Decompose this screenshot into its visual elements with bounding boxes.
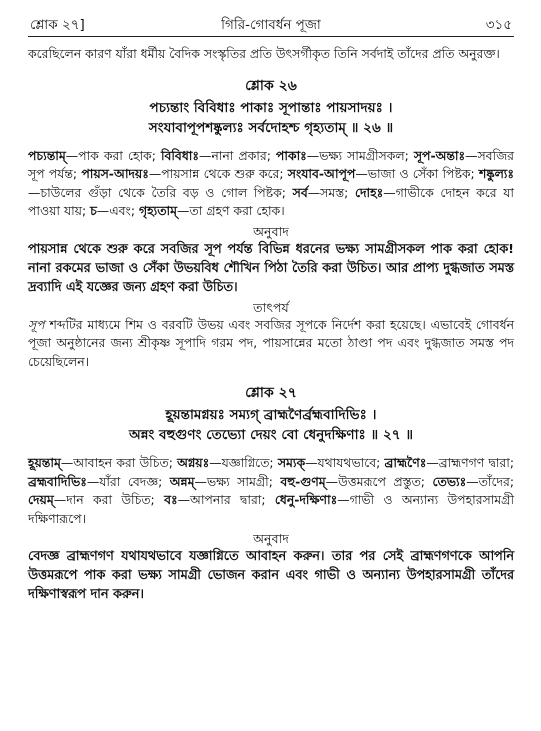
sloka-26-verse-line-1: পচ্যন্তাং বিবিধাঃ পাকাঃ সূপান্তাঃ পায়সাদয়ঃ । (149, 99, 393, 116)
synonym-meaning: —নানা প্রকার; (198, 147, 276, 163)
sloka-26-verse-line-2: সংযাবাপূপশষ্কুল্যঃ সর্বদোহশ্চ গৃহ্যতাম্ ॥ ২৬ ॥ (148, 119, 394, 136)
sloka-27-translation-label: অনুবাদ (253, 531, 289, 546)
synonym-term: সর্ব (292, 184, 308, 200)
page-number: ৩১৫ (485, 17, 512, 33)
synonym-meaning: —ভাজা ও সেঁকা পিষ্টক; (355, 166, 479, 181)
synonym-meaning: —ভক্ষ্য সামগ্রীসকল; (306, 147, 414, 163)
synonym-meaning: —দান করা উচিত; (53, 492, 165, 507)
synonym-term: বিবিধাঃ (160, 147, 199, 163)
sloka-26-purport (28, 316, 514, 372)
synonym-meaning: —সমস্ত; (307, 184, 355, 200)
synonym-meaning: —পাক করা হোক; (65, 147, 161, 163)
synonym-meaning: —গাভীকে দোহন করে যা পাওয়া যায়; (28, 184, 515, 218)
synonym-term: সূপ-অন্তাঃ (413, 147, 466, 163)
header-chapter-title: গিরি-গোবর্ধন পূজা (221, 17, 321, 33)
sloka-27-verse-line-2: অন্নং বহুগুণং তেভ্যো দেয়ং বো ধেনুদক্ষিণাঃ ॥ ২৭ ॥ (128, 427, 414, 443)
synonym-term: বহু-গুণম্ (280, 473, 326, 489)
sloka-27-heading: শ্লোক ২৭ (245, 385, 297, 401)
synonym-meaning: —চাউলের গুঁড়া থেকে তৈরি বড় ও গোল পিষ্টক; (28, 184, 293, 200)
running-header (28, 6, 514, 32)
synonym-term: গৃহ্যতাম্ (138, 203, 177, 218)
sloka-26-translation-label: অনুবাদ (253, 223, 289, 239)
synonym-term: সংযাব-আপূপ (287, 166, 356, 181)
sloka-27-translation: বেদজ্ঞ ব্রাহ্মণগণ যথাযথভাবে যজ্ঞাগ্নিতে আবাহন করুন। তার পর সেই ব্রাহ্মণগণকে আপনি উত্তমরূপে পাক করা ভক্ষ্য সামগ্রী ভোজন করান এবং গাভী ও অন্যান্য উপহারসামগ্রী তাঁদের দক্ষিণাস্বরূপ দান করুন। (28, 549, 514, 602)
synonym-term: তেভ্যঃ (432, 473, 467, 489)
synonym-meaning: —যথাযথভাবে; (305, 455, 385, 470)
synonym-meaning: —তা গ্রহণ করা হোক। (176, 203, 285, 218)
synonym-term: ব্রহ্মবাদিভিঃ (28, 473, 87, 489)
synonym-meaning: —যাঁরা বেদজ্ঞ; (86, 473, 170, 489)
synonym-term: অন্নম্ (169, 473, 195, 489)
synonym-meaning: —আবাহন করা উচিত; (60, 455, 178, 470)
synonym-term: হূয়ন্তাম্ (28, 455, 61, 470)
sloka-26-synonyms (28, 147, 514, 221)
synonym-term: বঃ (164, 492, 178, 507)
synonym-term: সম্যক্ (277, 455, 306, 470)
sloka-26-purport-label: তাৎপর্য (253, 299, 289, 315)
sloka-27-synonyms (28, 454, 514, 528)
synonym-meaning: —যজ্ঞাগ্নিতে; (209, 455, 278, 470)
synonym-meaning: —ব্রাহ্মণগণ দ্বারা; (426, 455, 515, 470)
synonym-term: দোহঃ (354, 184, 384, 200)
purport-italic-word: সূপ (28, 316, 45, 332)
synonym-term: পচ্যন্তাম্ (28, 147, 66, 163)
synonym-term: অগ্নয়ঃ (177, 455, 210, 470)
synonym-meaning: —পায়সান্ন থেকে শুরু করে; (148, 166, 288, 181)
purport-text: শব্দটির মাধ্যমে শিম ও বরবটি উভয় এবং সবজির সূপকে নির্দেশ করা হয়েছে। এভাবেই গোবর্ধন পূজা অনুষ্ঠানের জন্য শ্রীকৃষ্ণ সূপাদি গরম পদ, পায়সান্নের মতো ঠাণ্ডা পদ এবং দুগ্ধজাত সমস্ত পদ চেয়েছিলেন। (28, 316, 514, 369)
synonym-term: পাকাঃ (275, 147, 307, 163)
sloka-26-heading: শ্লোক ২৬ (245, 77, 297, 94)
synonym-meaning: —সবজির সূপ পর্যন্ত; (28, 147, 514, 181)
synonym-meaning: —গাভী ও অন্যান্য উপহারসামগ্রী দক্ষিণারূপে। (28, 492, 514, 526)
synonym-term: ব্রাহ্মণৈঃ (384, 455, 427, 470)
synonym-meaning: —উত্তমরূপে প্রস্তুত; (325, 473, 433, 489)
synonym-meaning: —তাঁদের; (466, 473, 514, 489)
synonym-term: চ (90, 203, 97, 218)
synonym-meaning: —আপনার দ্বারা; (177, 492, 275, 507)
synonym-term: ধেনু-দক্ষিণাঃ (274, 492, 338, 507)
sloka-27-verse-line-1: হূয়ন্তামগ্নয়ঃ সম্যগ্ ব্রাহ্মণৈর্ব্রহ্মবাদিভিঃ । (165, 407, 377, 423)
synonym-term: দেয়ম্ (28, 492, 54, 507)
book-page (28, 6, 514, 604)
synonym-term: পায়স-আদয়ঃ (81, 166, 149, 181)
continued-paragraph: করেছিলেন কারণ যাঁরা ধর্মীয় বৈদিক সংস্কৃতির প্রতি উৎসর্গীকৃত তিনি সর্বদাই তাঁদের প্রতি অনুরক্ত। (28, 46, 500, 61)
synonym-term: শষ্কুল্যঃ (478, 166, 514, 181)
header-verse-ref: শ্লোক ২৭] (30, 17, 85, 33)
synonym-meaning: —ভক্ষ্য সামগ্রী; (194, 473, 281, 489)
synonym-meaning: —এবং; (96, 203, 139, 218)
sloka-26-translation: পায়সান্ন থেকে শুরু করে সবজির সূপ পর্যন্ত বিভিন্ন ধরনের ভক্ষ্য সামগ্রীসকল পাক করা হোক! নানা রকমের ভাজা ও সেঁকা উভয়বিধ শৌখিন পিঠা তৈরি করা উচিত। আর প্রাপ্য দুগ্ধজাত সমস্ত দ্রব্যাদি এই যজ্ঞের জন্য গ্রহণ করা উচিত। (28, 241, 514, 295)
